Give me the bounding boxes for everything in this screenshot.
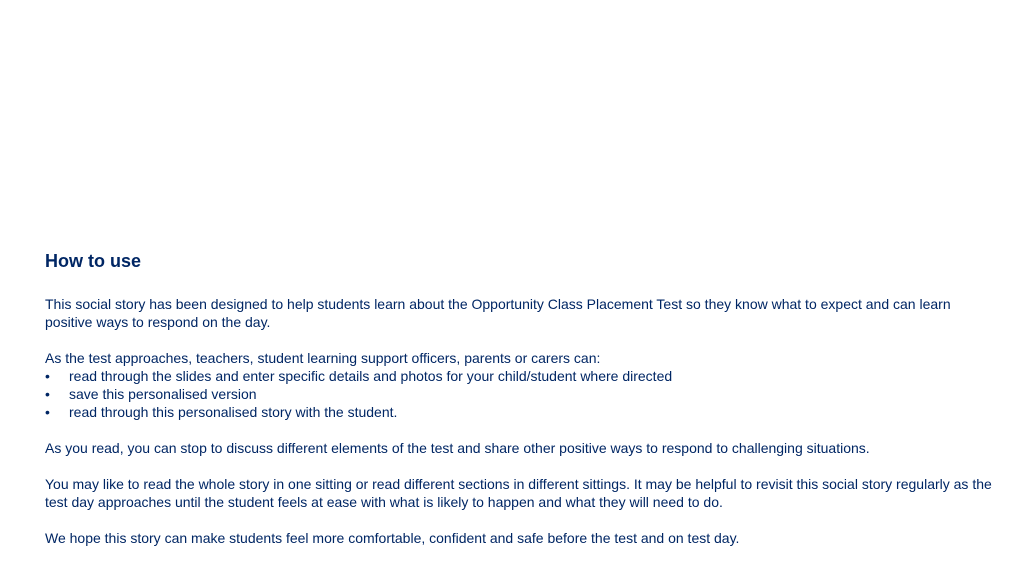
intro-paragraph: This social story has been designed to help students learn about the Opportunity Class Placement Test so they know what to expect and can learn positive ways to respond on the day. [45, 296, 951, 330]
spacer [45, 457, 995, 475]
list-item-text: read through the slides and enter specific details and photos for your child/student where directed [69, 368, 673, 384]
approach-paragraph: As the test approaches, teachers, student learning support officers, parents or carers can: [45, 350, 601, 366]
body-text [45, 295, 995, 547]
closing-paragraph: We hope this story can make students feel more comfortable, confident and safe before the test and on test day. [45, 530, 740, 546]
revisit-paragraph: You may like to read the whole story in one sitting or read different sections in different sittings. It may be helpful to revisit this social story regularly as the test day approaches until the student feels at ease with what is likely to happen and what they will need to do. [45, 476, 992, 510]
list-item [45, 367, 995, 385]
bullet-list [45, 367, 995, 421]
page-title: How to use [45, 251, 142, 271]
bullet-icon: • [45, 404, 50, 420]
list-item [45, 403, 995, 421]
spacer [45, 421, 995, 439]
discuss-paragraph: As you read, you can stop to discuss different elements of the test and share other positive ways to respond to challenging situations. [45, 440, 870, 456]
bullet-icon: • [45, 386, 50, 402]
bullet-icon: • [45, 368, 50, 384]
list-item [45, 385, 995, 403]
spacer [45, 331, 995, 349]
list-item-text: save this personalised version [69, 386, 257, 402]
spacer [45, 511, 995, 529]
list-item-text: read through this personalised story with the student. [69, 404, 398, 420]
